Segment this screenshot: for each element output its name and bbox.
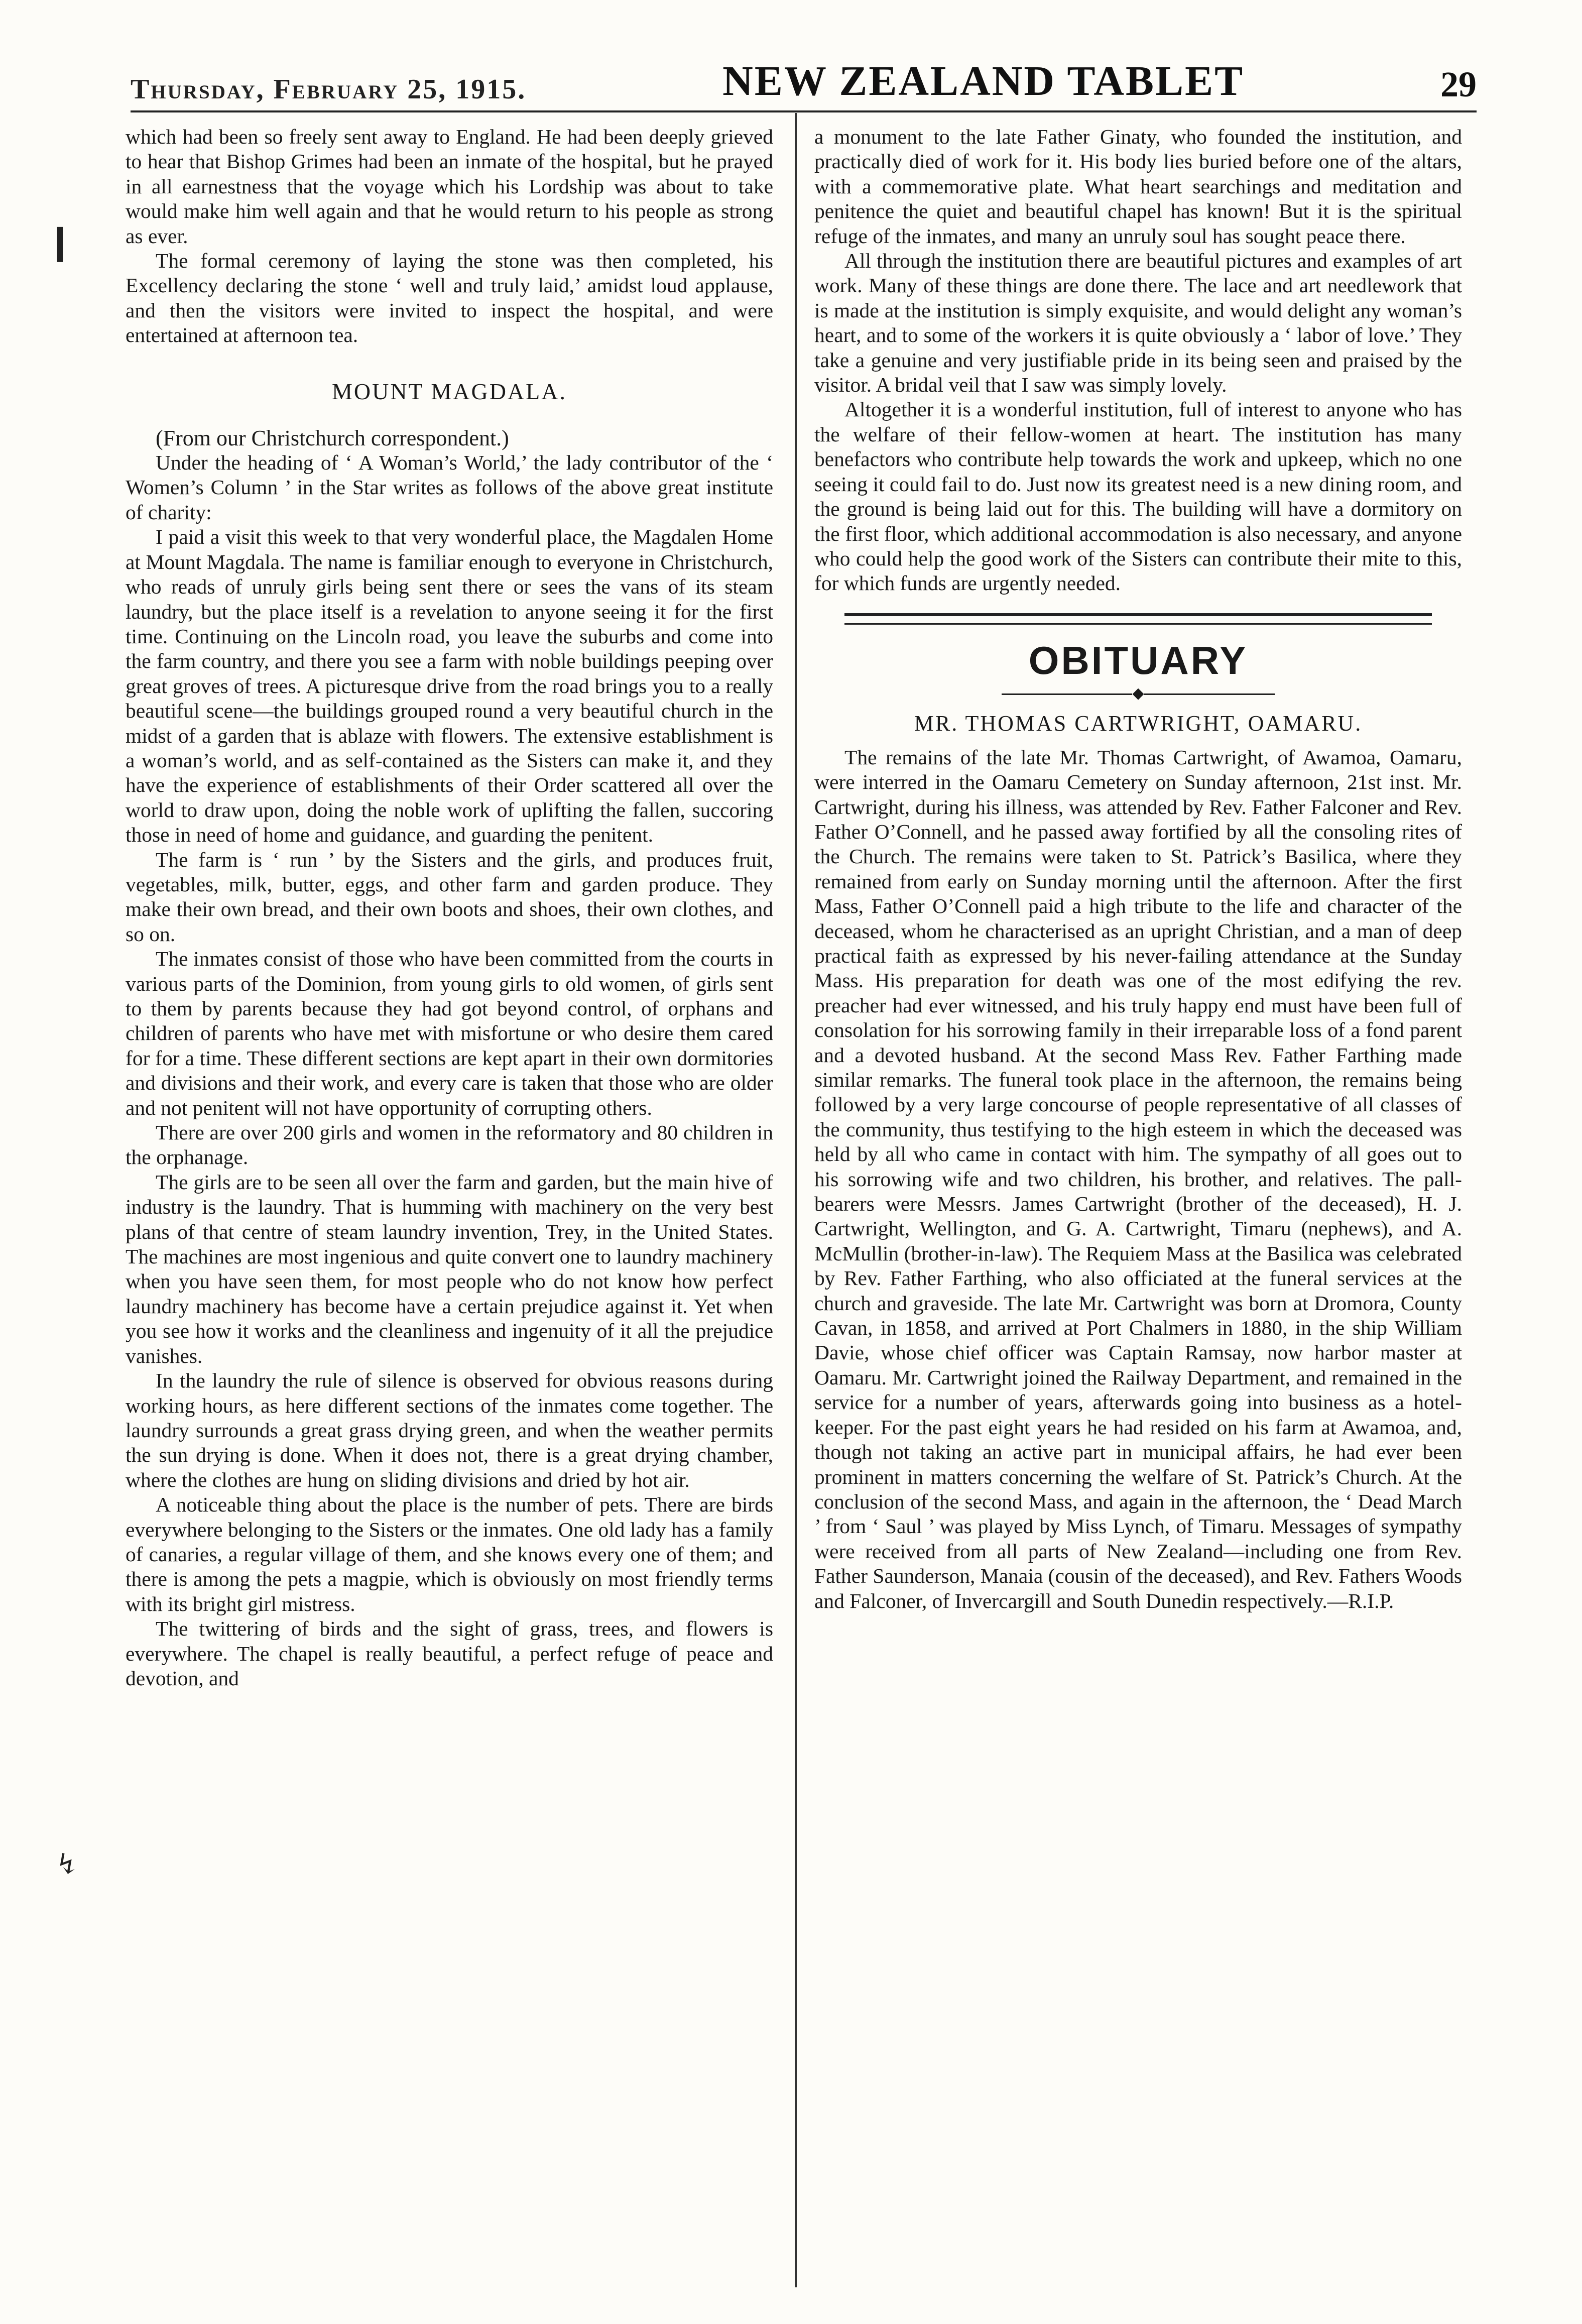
article-paragraph: a monument to the late Father Ginaty, who founded the institution, and practically died of work for it. His body lies buried before one of the altars, with a commemorative plate. What heart searchings and meditation and penitence the quiet and beautiful chapel has known! But it is the spiritual refuge of the inmates, and many an unruly soul has sought peace there.: [814, 125, 1462, 248]
obituary-subheading: MR. THOMAS CARTWRIGHT, OAMARU.: [914, 711, 1363, 736]
article-paragraph: In the laundry the rule of silence is observed for obvious reasons during working hours, as here different sections of the inmates come together. The laundry surrounds a great grass drying green, and when the weather permits the sun drying is done. When it does not, there is a great drying chamber, where the clothes are hung on sliding divisions and dried by hot air.: [126, 1369, 773, 1491]
margin-mark-icon: ❙: [45, 223, 75, 262]
obituary-heading: OBITUARY: [1028, 638, 1248, 682]
issue-date: Thursday, February 25, 1915.: [131, 74, 527, 105]
section-byline: (From our Christchurch correspondent.): [156, 425, 509, 450]
section-heading: MOUNT MAGDALA.: [332, 378, 567, 404]
article-paragraph: Altogether it is a wonderful institution, full of interest to anyone who has the welfare of their fellow-women at heart. The institution has many benefactors who contribute help towards the work and upkeep, which no one seeing it could fail to do. Just now its greatest need is a new dining room, and the ground is being laid out for this. The building will have a dormitory on the first floor, which additional accommodation is also necessary, and anyone who could help the good work of the Sisters can contribute their mite to this, for which funds are urgently needed.: [814, 398, 1462, 595]
article-paragraph: Under the heading of ‘ A Woman’s World,’ the lady contributor of the ‘ Women’s Column ’ in the Star writes as follows of the above great institute of charity:: [126, 451, 773, 524]
article-paragraph: There are over 200 girls and women in the reformatory and 80 children in the orphanage.: [126, 1121, 773, 1169]
article-paragraph: I paid a visit this week to that very wonderful place, the Magdalen Home at Mount Magdala. The name is familiar enough to everyone in Christchurch, who reads of unruly girls being sent there or sees the vans of its steam laundry, but the place itself is a revelation to anyone seeing it for the first time. Continuing on the Lincoln road, you leave the suburbs and come into the farm country, and there you see a farm with noble buildings peeping over great groves of trees. A picturesque drive from the road brings you to a really beautiful scene—the buildings grouped round a very beautiful church in the midst of a garden that is ablaze with flowers. The extensive establishment is a woman’s world, and as self-contained as the Sisters can make it, and they have the experience of establishments of their Order scattered all over the world to draw upon, doing the noble work of uplifting the fallen, succoring those in need of home and guidance, and guarding the penitent.: [126, 525, 773, 847]
article-paragraph: All through the institution there are beautiful pictures and examples of art work. Many of these things are done there. The lace and art needlework that is made at the institution is simply exquisite, and would delight any woman’s heart, and to some of the workers it is quite obviously a ‘ labor of love.’ They take a genuine and very justifiable pride in its being seen and praised by the visitor. A bridal veil that I saw was simply lovely.: [814, 249, 1462, 397]
page-header: [131, 50, 1477, 112]
masthead-title: NEW ZEALAND TABLET: [722, 58, 1245, 104]
column-divider: [795, 113, 797, 2287]
article-paragraph: The inmates consist of those who have been committed from the courts in various parts of the Dominion, from young girls to old women, of girls sent to them by parents because they had got beyond control, of orphans and children of parents who have met with misfortune or who desire them cared for for a time. These different sections are kept apart in their own dormitories and divisions and their work, and every care is taken that those who are older and not penitent will not have opportunity of corrupting others.: [126, 947, 773, 1119]
article-paragraph: The girls are to be seen all over the farm and garden, but the main hive of industry is the laundry. That is humming with machinery on the very best plans of that centre of steam laundry invention, Trey, in the United States. The machines are most ingenious and quite convert one to laundry machinery when you have seen them, for most people who do not know how perfect laundry machinery has become have a certain prejudice against it. Yet when you see how it works and the cleanliness and ingenuity of it all the prejudice vanishes.: [126, 1170, 773, 1367]
right-column: [814, 125, 1462, 2284]
ornament-divider: ◆: [814, 683, 1462, 704]
article-paragraph: The twittering of birds and the sight of grass, trees, and flowers is everywhere. The chapel is really beautiful, a perfect refuge of peace and devotion, and: [126, 1617, 773, 1690]
margin-mark-icon: ↯: [55, 1849, 79, 1880]
article-paragraph: which had been so freely sent away to England. He had been deeply grieved to hear that Bishop Grimes had been an inmate of the hospital, but he prayed in all earnestness that the voyage which his Lordship was about to take would make him well again and that he would return to his people as strong as ever.: [126, 125, 773, 248]
page-number: 29: [1440, 64, 1477, 104]
article-paragraph: A noticeable thing about the place is the number of pets. There are birds everywhere belonging to the Sisters or the inmates. One old lady has a family of canaries, a regular village of them, and she knows every one of them; and there is among the pets a magpie, which is obviously on most friendly terms with its bright girl mistress.: [126, 1493, 773, 1615]
article-paragraph: The formal ceremony of laying the stone was then completed, his Excellency declaring the stone ‘ well and truly laid,’ amidst loud applause, and then the visitors were invited to inspect the hospital, and were entertained at afternoon tea.: [126, 249, 773, 347]
obituary-paragraph: The remains of the late Mr. Thomas Cartwright, of Awamoa, Oamaru, were interred in the Oamaru Cemetery on Sunday afternoon, 21st inst. Mr. Cartwright, during his illness, was attended by Rev. Father Falconer and Rev. Father O’Connell, and he passed away fortified by all the consoling rites of the Church. The remains were taken to St. Patrick’s Basilica, where they remained from early on Sunday morning until the afternoon. After the first Mass, Father O’Connell paid a high tribute to the life and character of the deceased, whom he characterised as an upright Christian, and a man of deep practical faith as expressed by his never-failing attendance at the Sunday Mass. His preparation for death was one of the most edifying the rev. preacher had ever witnessed, and his truly happy end must have been full of consolation for his sorrowing family in their irreparable loss of a fond parent and a devoted husband. At the second Mass Rev. Father Farthing made similar remarks. The funeral took place in the afternoon, the remains being followed by a very large concourse of people representative of all classes of the community, thus testifying to the high esteem in which the deceased was held by all who came in contact with him. The sympathy of all goes out to his sorrowing wife and two children, his brother, and relatives. The pall-bearers were Messrs. James Cartwright (brother of the deceased), H. J. Cartwright, Wellington, and G. A. Cartwright, Timaru (nephews), and A. McMullin (brother-in-law). The Requiem Mass at the Basilica was celebrated by Rev. Father Farthing, who also officiated at the funeral services at the church and graveside. The late Mr. Cartwright was born at Dromora, County Cavan, in 1858, and arrived at Port Chalmers in 1880, in the ship William Davie, whose chief officer was Captain Ramsay, now harbor master at Oamaru. Mr. Cartwright joined the Railway Department, and remained in the service for a number of years, afterwards going into business as a hotel-keeper. For the past eight years he had resided on his farm at Awamoa, and, though not taking an active part in municipal affairs, he had ever been prominent in matters concerning the welfare of St. Patrick’s Church. At the conclusion of the second Mass, and again in the afternoon, the ‘ Dead March ’ from ‘ Saul ’ was played by Miss Lynch, of Timaru. Messages of sympathy were received from all parts of New Zealand—including one from Rev. Father Saunderson, Manaia (cousin of the deceased), and Rev. Fathers Woods and Falconer, of Invercargill and South Dunedin respectively.—R.I.P.: [814, 745, 1462, 1612]
left-column: [126, 125, 773, 2284]
section-divider: [844, 613, 1432, 625]
article-paragraph: The farm is ‘ run ’ by the Sisters and the girls, and produces fruit, vegetables, milk, butter, eggs, and other farm and garden produce. They make their own bread, and their own boots and shoes, their own clothes, and so on.: [126, 848, 773, 946]
